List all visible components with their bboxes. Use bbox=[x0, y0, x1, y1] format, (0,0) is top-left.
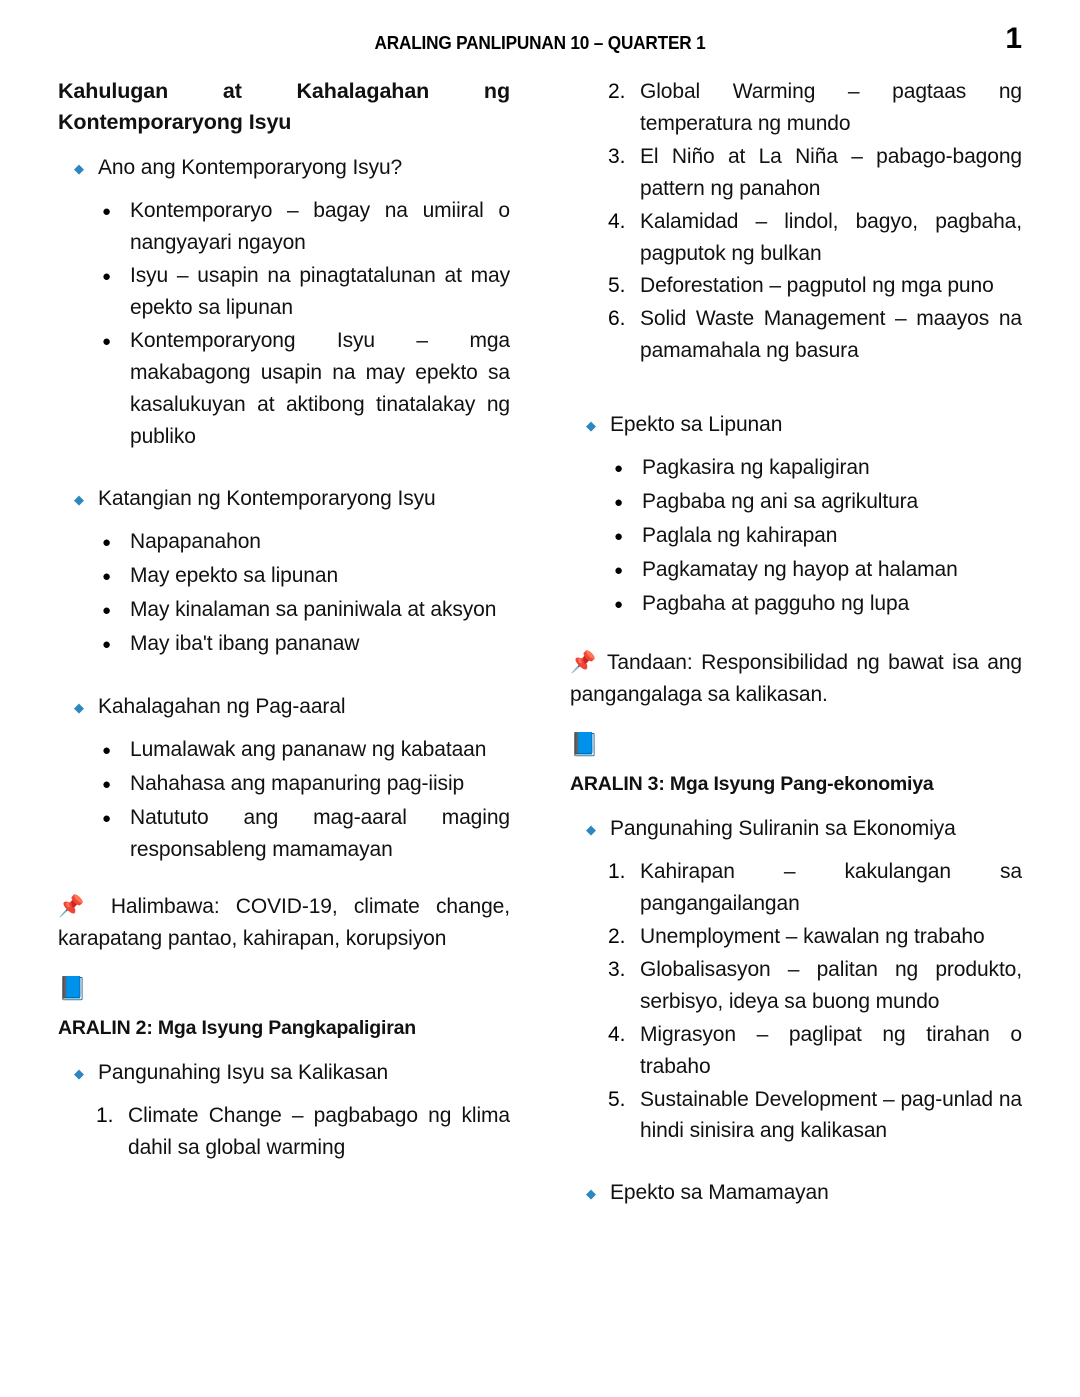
list-item bbox=[608, 954, 1022, 1018]
list-item-label: Kontemporaryo – bagay na umiiral o nangyayari ngayon bbox=[130, 199, 510, 255]
diamond-bullet-icon: ◆ bbox=[74, 699, 84, 715]
bullet-label: Ano ang Kontemporaryong Isyu? bbox=[98, 156, 403, 180]
pushpin-icon: 📌 bbox=[570, 651, 599, 675]
round-bullet-icon: ● bbox=[102, 775, 112, 793]
list-item-label: Natututo ang mag-aaral maging responsableng mamamayan bbox=[130, 805, 510, 861]
round-bullet-icon: ● bbox=[614, 494, 624, 512]
diamond-bullet-icon: ◆ bbox=[74, 491, 84, 507]
list-item bbox=[614, 588, 1022, 621]
list-item bbox=[614, 520, 1022, 553]
list-item-number: 3. bbox=[608, 957, 626, 981]
list-item bbox=[614, 554, 1022, 587]
bullet-label: Pangunahing Isyu sa Kalikasan bbox=[98, 1061, 389, 1085]
list-epekto-lipunan bbox=[570, 452, 1022, 621]
list-item bbox=[102, 628, 510, 661]
diamond-bullet-icon: ◆ bbox=[74, 1066, 84, 1082]
round-bullet-icon: ● bbox=[614, 460, 624, 478]
list-item-label: Globalisasyon – palitan ng produkto, serbisyo, ideya sa buong mundo bbox=[640, 957, 1022, 1013]
bullet-katangian-ng-kontemporaryong-isyu bbox=[58, 483, 510, 516]
list-item bbox=[608, 303, 1022, 367]
list-item-number: 4. bbox=[608, 1022, 626, 1046]
left-column bbox=[58, 76, 510, 1170]
bullet-label: Epekto sa Mamamayan bbox=[610, 1181, 829, 1205]
round-bullet-icon: ● bbox=[614, 562, 624, 580]
round-bullet-icon: ● bbox=[102, 809, 112, 827]
two-column-body bbox=[58, 76, 1022, 1216]
numbered-list-kalikasan-left bbox=[58, 1100, 510, 1164]
bullet-epekto-sa-lipunan bbox=[570, 409, 1022, 442]
list-item-label: Lumalawak ang pananaw ng kabataan bbox=[130, 737, 487, 761]
list-item-number: 1. bbox=[96, 1104, 114, 1128]
list-item-label: Migrasyon – paglipat ng tirahan o trabaho bbox=[640, 1022, 1022, 1078]
list-item-label: Deforestation – pagputol ng mga puno bbox=[640, 274, 994, 298]
bullet-kahalagahan-ng-pag-aaral bbox=[58, 691, 510, 724]
blue-book-icon-left: 📘 bbox=[58, 975, 87, 1002]
list-item-number: 5. bbox=[608, 1087, 626, 1111]
header-title: ARALING PANLIPUNAN 10 – QUARTER 1 bbox=[374, 32, 706, 53]
list-item bbox=[608, 206, 1022, 270]
list-item-label: Pagkasira ng kapaligiran bbox=[642, 456, 870, 480]
list-item-label: Sustainable Development – pag-unlad na hindi sinisira ang kalikasan bbox=[640, 1087, 1022, 1143]
list-item-number: 5. bbox=[608, 274, 626, 298]
bullet-epekto-sa-mamamayan bbox=[570, 1177, 1022, 1210]
list-item-label: Global Warming – pagtaas ng temperatura ng mundo bbox=[640, 80, 1022, 135]
round-bullet-icon: ● bbox=[102, 567, 112, 585]
list-item-label: Pagbaba ng ani sa agrikultura bbox=[642, 490, 919, 514]
callout-halimbawa bbox=[58, 891, 510, 955]
list-item-label: Kahirapan – kakulangan sa pangangailangan bbox=[640, 860, 1022, 916]
right-column bbox=[570, 76, 1022, 1216]
list-item-label: Kalamidad – lindol, bagyo, pagbaha, pagputok ng bulkan bbox=[640, 209, 1022, 265]
list-item bbox=[102, 560, 510, 593]
bullet-pangunahing-suliranin-sa-ekonomiya bbox=[570, 813, 1022, 846]
list-item bbox=[102, 802, 510, 866]
list-item-number: 2. bbox=[608, 925, 626, 949]
round-bullet-icon: ● bbox=[102, 332, 112, 350]
document-header bbox=[58, 22, 1022, 70]
list-item-label: Nahahasa ang mapanuring pag-iisip bbox=[130, 771, 465, 795]
list-item bbox=[614, 486, 1022, 519]
list-item-number: 6. bbox=[608, 307, 626, 331]
list-group1 bbox=[58, 195, 510, 452]
list-item bbox=[102, 195, 510, 259]
list-item-label: Pagbaha at pagguho ng lupa bbox=[642, 592, 910, 616]
bullet-label: Katangian ng Kontemporaryong Isyu bbox=[98, 486, 436, 510]
list-item-label: Climate Change – pagbabago ng klima dahil sa global warming bbox=[128, 1104, 510, 1160]
list-item-label: Paglala ng kahirapan bbox=[642, 524, 838, 548]
page-number: 1 bbox=[1005, 22, 1022, 55]
list-item bbox=[614, 452, 1022, 485]
bullet-label: Kahalagahan ng Pag-aaral bbox=[98, 694, 346, 718]
round-bullet-icon: ● bbox=[614, 596, 624, 614]
list-item-number: 4. bbox=[608, 209, 626, 233]
list-item bbox=[102, 526, 510, 559]
list-item-label: Napapanahon bbox=[130, 529, 261, 553]
list-item-label: May epekto sa lipunan bbox=[130, 563, 339, 587]
diamond-bullet-icon: ◆ bbox=[74, 161, 84, 177]
diamond-bullet-icon: ◆ bbox=[586, 418, 596, 434]
callout-text: Tandaan: Responsibilidad ng bawat isa ang pangangalaga sa kalikasan. bbox=[570, 651, 1022, 707]
round-bullet-icon: ● bbox=[102, 601, 112, 619]
round-bullet-icon: ● bbox=[102, 741, 112, 759]
spacer bbox=[58, 667, 510, 677]
list-group3 bbox=[58, 734, 510, 866]
callout-text: Halimbawa: COVID-19, climate change, karapatang pantao, kahirapan, korupsiyon bbox=[58, 895, 510, 951]
diamond-bullet-icon: ◆ bbox=[586, 822, 596, 838]
blue-book-icon-right: 📘 bbox=[570, 730, 599, 757]
round-bullet-icon: ● bbox=[102, 268, 112, 286]
list-item-label: Pagkamatay ng hayop at halaman bbox=[642, 558, 958, 582]
bullet-ano-ang-kontemporaryong-isyu bbox=[58, 152, 510, 185]
list-item bbox=[608, 1019, 1022, 1083]
list-item bbox=[608, 856, 1022, 920]
bullet-pangunahing-isyu-sa-kalikasan bbox=[58, 1057, 510, 1090]
round-bullet-icon: ● bbox=[102, 533, 112, 551]
list-item bbox=[102, 260, 510, 324]
round-bullet-icon: ● bbox=[102, 203, 112, 221]
spacer bbox=[570, 373, 1022, 395]
list-item bbox=[102, 594, 510, 627]
list-item bbox=[102, 768, 510, 801]
list-item bbox=[608, 1084, 1022, 1148]
list-item bbox=[102, 734, 510, 767]
list-item-label: Solid Waste Management – maayos na pamamahala ng basura bbox=[640, 307, 1022, 363]
list-item bbox=[608, 76, 1022, 140]
list-item bbox=[608, 270, 1022, 302]
list-item-label: Isyu – usapin na pinagtatalunan at may epekto sa lipunan bbox=[130, 264, 510, 320]
spacer bbox=[58, 459, 510, 469]
numbered-list-kalikasan-right bbox=[570, 76, 1022, 367]
bullet-label: Pangunahing Suliranin sa Ekonomiya bbox=[610, 817, 956, 841]
pushpin-icon: 📌 bbox=[58, 895, 95, 919]
page-title: Kahulugan at Kahalagahan ng Kontemporaryong Isyu bbox=[58, 79, 510, 135]
list-item-label: El Niño at La Niña – pabago-bagong pattern ng panahon bbox=[640, 144, 1022, 200]
aralin-2-heading: ARALIN 2: Mga Isyung Pangkapaligiran bbox=[58, 1017, 416, 1040]
aralin-3-heading: ARALIN 3: Mga Isyung Pang-ekonomiya bbox=[570, 772, 934, 795]
list-item-number: 3. bbox=[608, 144, 626, 168]
list-item-label: May kinalaman sa paniniwala at aksyon bbox=[130, 597, 497, 621]
list-item bbox=[96, 1100, 510, 1164]
list-item bbox=[102, 325, 510, 453]
list-group2 bbox=[58, 526, 510, 661]
spacer bbox=[570, 1153, 1022, 1163]
list-item-number: 2. bbox=[608, 80, 626, 103]
callout-tandaan bbox=[570, 647, 1022, 711]
list-item-label: Unemployment – kawalan ng trabaho bbox=[640, 925, 985, 949]
list-item bbox=[608, 921, 1022, 953]
round-bullet-icon: ● bbox=[102, 635, 112, 653]
diamond-bullet-icon: ◆ bbox=[586, 1186, 596, 1202]
round-bullet-icon: ● bbox=[614, 528, 624, 546]
list-item-number: 1. bbox=[608, 860, 626, 884]
list-item-label: May iba't ibang pananaw bbox=[130, 631, 360, 655]
bullet-label: Epekto sa Lipunan bbox=[610, 413, 783, 437]
list-item-label: Kontemporaryong Isyu – mga makabagong usapin na may epekto sa kasalukuyan at aktibong tinatalakay ng publiko bbox=[130, 328, 510, 448]
list-item bbox=[608, 141, 1022, 205]
numbered-list-ekonomiya bbox=[570, 856, 1022, 1147]
